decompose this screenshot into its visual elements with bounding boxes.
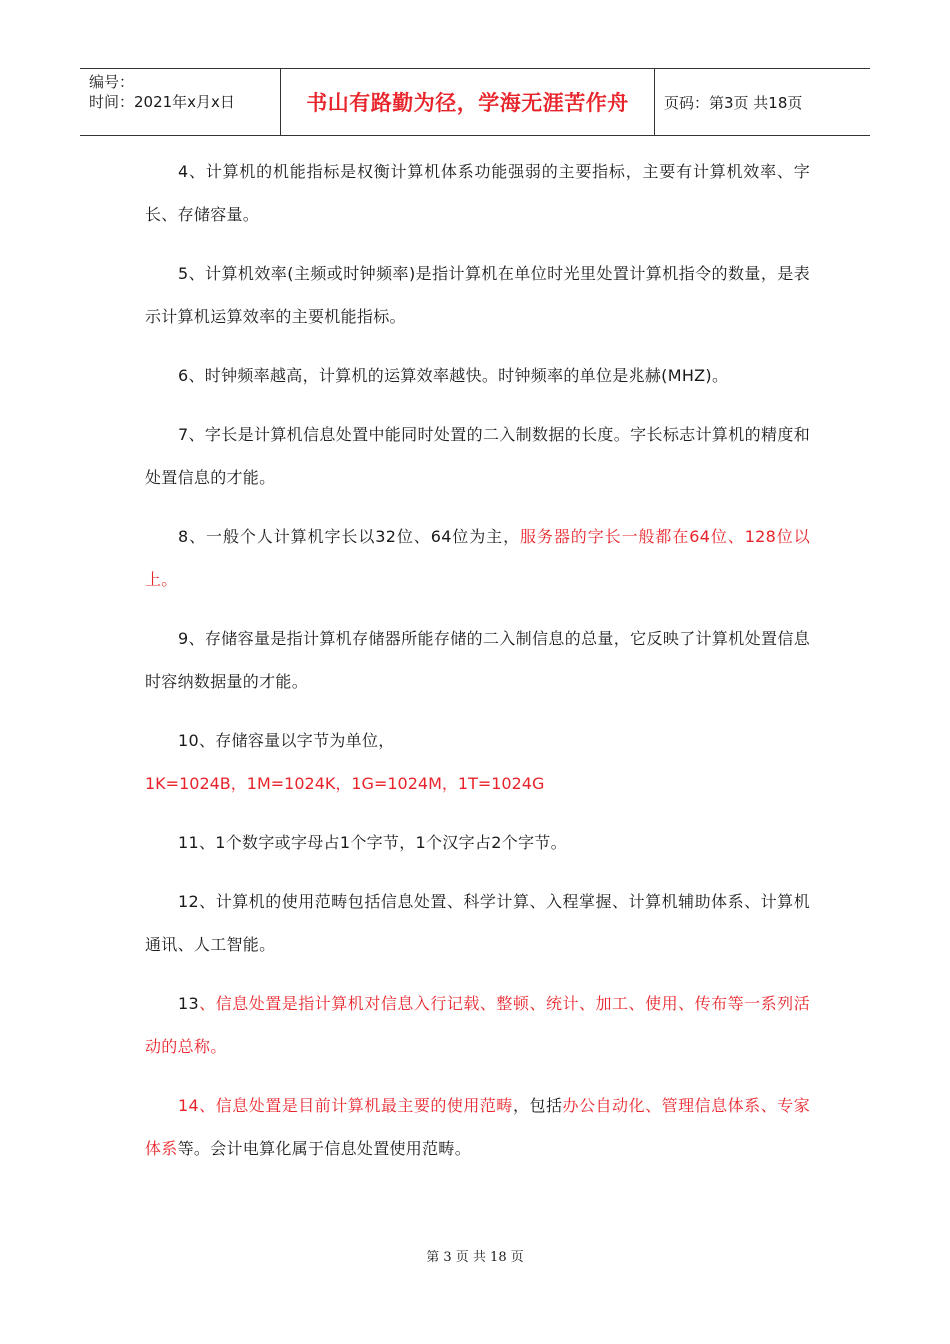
paragraph-6 xyxy=(145,354,810,397)
paragraph-9 xyxy=(145,617,810,703)
paragraph-number: 13 xyxy=(178,994,199,1013)
paragraph-number: 7 xyxy=(178,425,189,444)
paragraph-text: 等。会计电算化属于信息处置使用范畴。 xyxy=(177,1139,472,1158)
paragraph-12 xyxy=(145,880,810,966)
page-header xyxy=(80,68,870,136)
paragraph-number: 9 xyxy=(178,629,189,648)
page-footer: 第 3 页 共 18 页 xyxy=(426,1250,524,1265)
storage-units-line: 1K=1024B，1M=1024K，1G=1024M，1T=1024G xyxy=(145,774,545,793)
highlighted-text: 、信息处置是指计算机对信息入行记载、整顿、统计、加工、使用、传布等一系列活动的总称。 xyxy=(145,994,810,1056)
highlighted-text: 办公自动化、管理信息体系、专家体系 xyxy=(145,1096,810,1158)
paragraph-4 xyxy=(145,150,810,236)
header-motto: 书山有路勤为径，学海无涯苦作舟 xyxy=(306,91,629,115)
paragraph-number: 4 xyxy=(178,162,189,181)
serial-label: 编号： xyxy=(89,73,135,91)
paragraph-13 xyxy=(145,982,810,1068)
paragraph-11 xyxy=(145,821,810,864)
paragraph-text: 、存储容量以字节为单位， xyxy=(198,731,395,750)
paragraph-text: 、时钟频率越高，计算机的运算效率越快。时钟频率的单位是兆赫(MHZ)。 xyxy=(188,366,729,385)
paragraph-text: 、计算机的机能指标是权衡计算机体系功能强弱的主要指标，主要有计算机效率、字长、存储容量。 xyxy=(145,162,810,224)
header-right-cell xyxy=(655,69,870,135)
paragraph-text: 、字长是计算机信息处置中能同时处置的二入制数据的长度。字长标志计算机的精度和处置信息的才能。 xyxy=(145,425,810,487)
paragraph-7 xyxy=(145,413,810,499)
time-label: 时间：2021年x月x日 xyxy=(89,93,235,111)
paragraph-number: 12 xyxy=(178,892,199,911)
paragraph-number: 14 xyxy=(178,1096,199,1115)
paragraph-number: 8 xyxy=(178,527,189,546)
paragraph-text: 、一般个人计算机字长以32位、64位为主， xyxy=(188,527,521,546)
paragraph-text: 、存储容量是指计算机存储器所能存储的二入制信息的总量，它反映了计算机处置信息时容纳数据量的才能。 xyxy=(145,629,810,691)
paragraph-text: 、1个数字或字母占1个字节，1个汉字占2个字节。 xyxy=(198,833,567,852)
paragraph-text: 、计算机效率(主频或时钟频率)是指计算机在单位时光里处置计算机指令的数量，是表示计算机运算效率的主要机能指标。 xyxy=(145,264,810,326)
paragraph-number: 10 xyxy=(178,731,199,750)
paragraph-10 xyxy=(145,719,810,762)
header-left-cell xyxy=(80,69,281,135)
paragraph-number: 11 xyxy=(178,833,199,852)
paragraph-14 xyxy=(145,1084,810,1170)
header-middle-cell xyxy=(281,69,655,135)
document-body xyxy=(145,150,810,1186)
paragraph-text: 、计算机的使用范畴包括信息处置、科学计算、入程掌握、计算机辅助体系、计算机通讯、人工智能。 xyxy=(145,892,810,954)
paragraph-8 xyxy=(145,515,810,601)
highlighted-text: 服务器的字长一般都在64位、128位以上。 xyxy=(145,527,810,589)
page-info: 页码：第3页 共18页 xyxy=(664,93,803,112)
highlighted-text: 、信息处置是目前计算机最主要的使用范畴 xyxy=(198,1096,513,1115)
paragraph-text: ，包括 xyxy=(512,1096,563,1115)
paragraph-number: 6 xyxy=(178,366,189,385)
paragraph-number: 5 xyxy=(178,264,189,283)
paragraph-5 xyxy=(145,252,810,338)
